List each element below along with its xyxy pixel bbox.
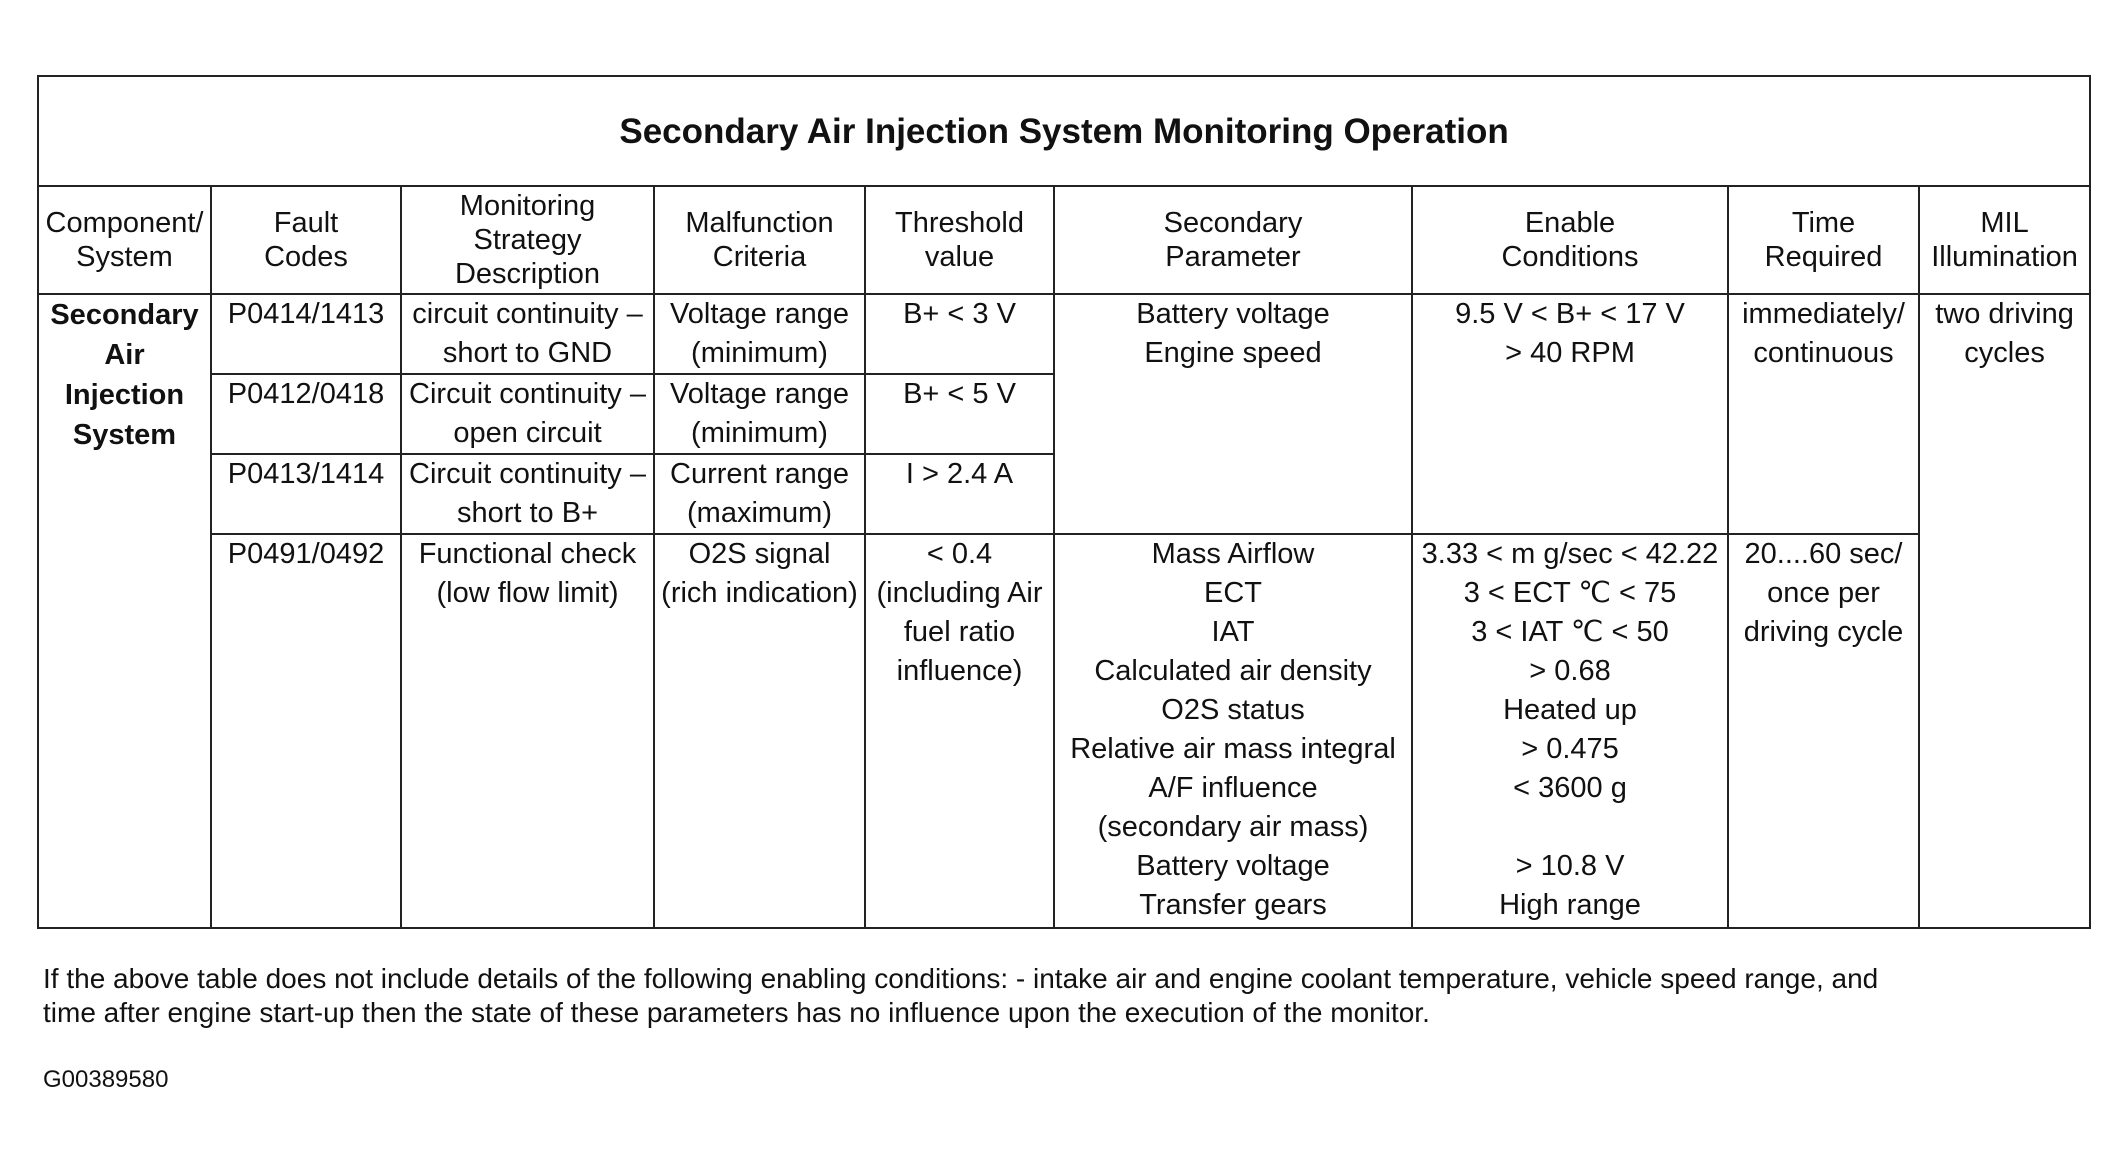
header-malfunction: Malfunction Criteria [654,186,865,294]
time-required-2: 20....60 sec/ once per driving cycle [1728,534,1919,928]
fault-code: P0413/1414 [211,454,401,534]
threshold-cell: I > 2.4 A [865,454,1054,534]
strategy-cell: Functional check (low flow limit) [401,534,654,928]
table-row [38,534,2090,928]
fault-code: P0412/0418 [211,374,401,454]
component-cell: Secondary Air Injection System [38,294,211,928]
header-secondary: Secondary Parameter [1054,186,1412,294]
footnote: If the above table does not include details of the following enabling conditions: - intake air and engine coolant temperature, vehicle speed range, and time after engine start-up then the state of these parameters has no influence upon the execution of the monitor. [43,963,1879,1028]
header-strategy: Monitoring Strategy Description [401,186,654,294]
mil-cell: two driving cycles [1919,294,2090,928]
table-title: Secondary Air Injection System Monitoring Operation [38,76,2090,186]
header-time: Time Required [1728,186,1919,294]
strategy-cell: Circuit continuity – open circuit [401,374,654,454]
monitoring-table [37,75,2091,929]
enable-conditions-1: 9.5 V < B+ < 17 V > 40 RPM [1412,294,1728,534]
header-component: Component/ System [38,186,211,294]
criteria-cell: Voltage range (minimum) [654,294,865,374]
criteria-cell: Voltage range (minimum) [654,374,865,454]
secondary-parameters-1: Battery voltage Engine speed [1054,294,1412,534]
table-row [38,294,2090,374]
time-required-1: immediately/ continuous [1728,294,1919,534]
threshold-cell: B+ < 5 V [865,374,1054,454]
secondary-parameters-2: Mass Airflow ECT IAT Calculated air density O2S status Relative air mass integral A/F influence (secondary air mass) Battery voltage Transfer gears [1054,534,1412,928]
header-threshold: Threshold value [865,186,1054,294]
header-row [38,186,2090,294]
enable-conditions-2: 3.33 < m g/sec < 42.22 3 < ECT ℃ < 75 3 < IAT ℃ < 50 > 0.68 Heated up > 0.475 < 3600 g > 10.8 V High range [1412,534,1728,928]
threshold-cell: B+ < 3 V [865,294,1054,374]
criteria-cell: Current range (maximum) [654,454,865,534]
criteria-cell: O2S signal (rich indication) [654,534,865,928]
fault-code: P0491/0492 [211,534,401,928]
header-enable: Enable Conditions [1412,186,1728,294]
header-mil: MIL Illumination [1919,186,2090,294]
strategy-cell: circuit continuity – short to GND [401,294,654,374]
header-fault-codes: Fault Codes [211,186,401,294]
fault-code: P0414/1413 [211,294,401,374]
strategy-cell: Circuit continuity – short to B+ [401,454,654,534]
figure-reference: G00389580 [43,1066,169,1093]
threshold-cell: < 0.4 (including Air fuel ratio influence) [865,534,1054,928]
